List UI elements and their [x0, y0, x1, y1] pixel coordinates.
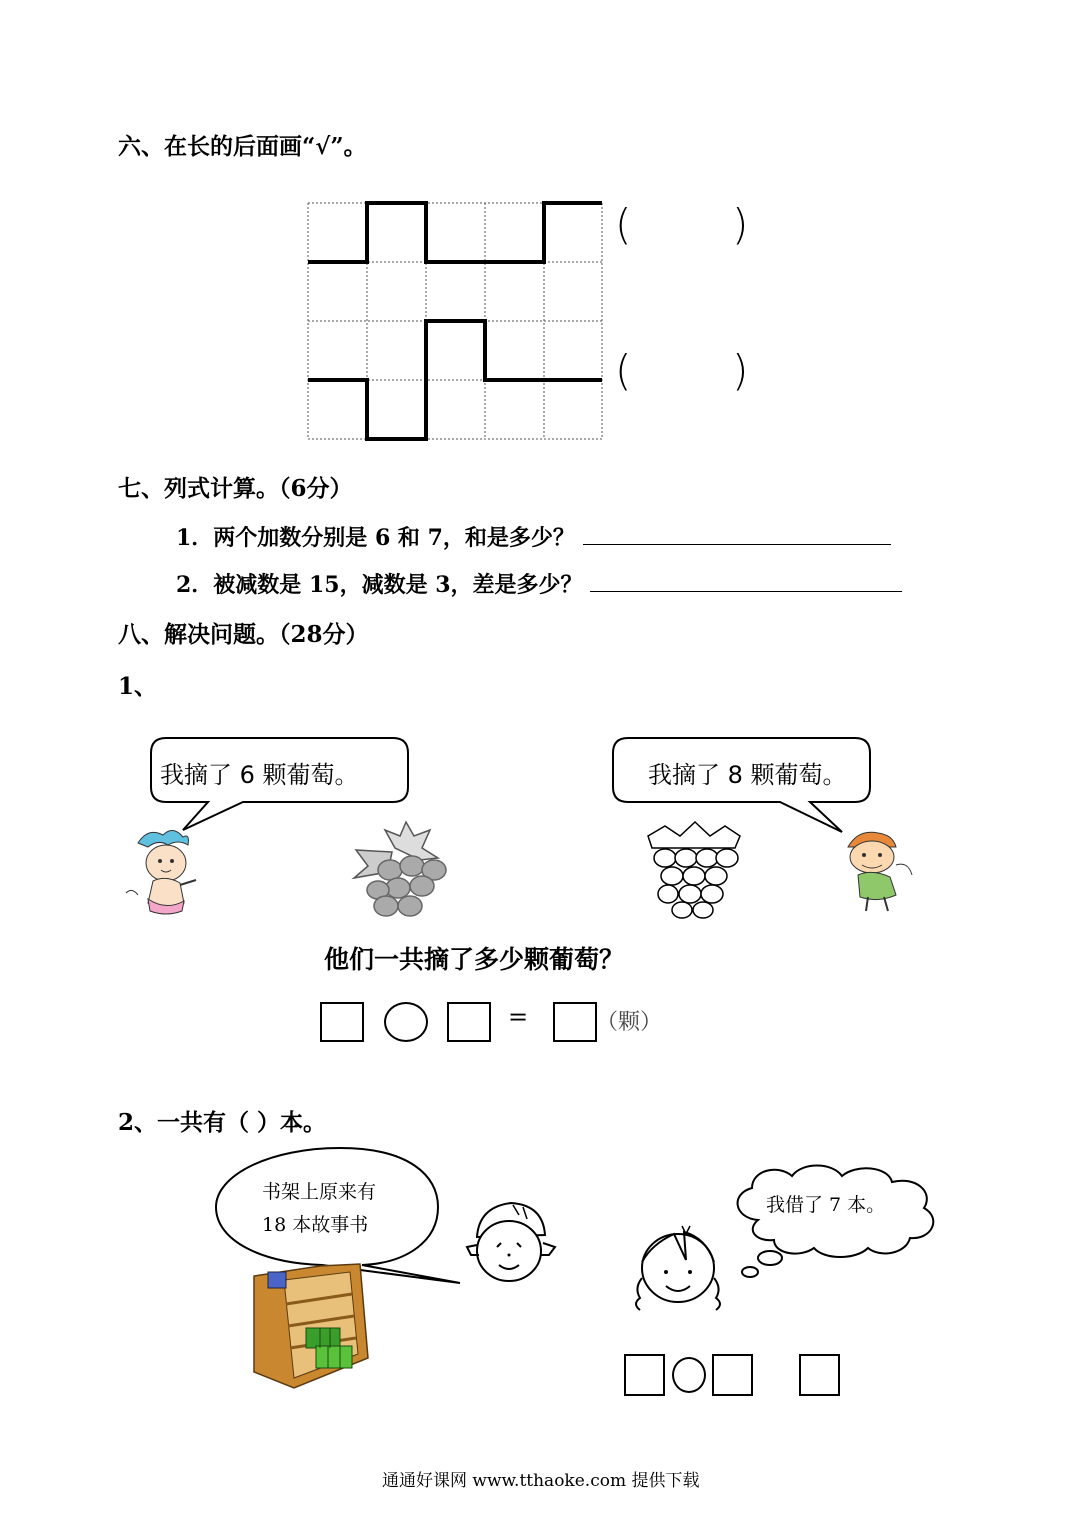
- answer-paren-open-2: (: [615, 346, 632, 395]
- cartoon-boy-icon: [838, 825, 918, 915]
- oval-bubble-line-2: 18 本故事书: [262, 1214, 369, 1236]
- problem2-box-1[interactable]: [624, 1354, 665, 1396]
- question-1: [176, 521, 891, 552]
- equation-box-2[interactable]: [447, 1002, 491, 1042]
- upper-line-path: [308, 203, 602, 262]
- answer-paren-close-2: ): [732, 346, 749, 395]
- boy-face-icon: [463, 1195, 563, 1287]
- oval-bubble-line-1: 书架上原来有: [262, 1181, 377, 1203]
- gray-grapes-icon: [350, 820, 460, 925]
- footer-text: 通通好课网 www.tthaoke.com 提供下载: [382, 1471, 700, 1491]
- speech-bubble-left-text: 我摘了 6 颗葡萄。: [160, 761, 359, 789]
- equation-box-answer[interactable]: [553, 1002, 597, 1042]
- answer-paren-close-1: ): [732, 200, 749, 249]
- thought-cloud-text: 我借了 7 本。: [766, 1194, 886, 1216]
- problem2-operator-circle[interactable]: [672, 1357, 706, 1393]
- question-1-text: 1．两个加数分别是 6 和 7，和是多少？: [176, 525, 575, 551]
- section7-title: 七、列式计算。（6分）: [118, 475, 353, 502]
- answer-blank-2[interactable]: [590, 571, 902, 592]
- answer-blank-1[interactable]: [583, 524, 891, 545]
- girl-face-icon: [628, 1218, 728, 1318]
- problem2-title: 2、一共有（ ）本。: [118, 1109, 327, 1136]
- grid-figure: [300, 195, 610, 445]
- cartoon-girl-icon: [118, 825, 198, 920]
- problem1-number: 1、: [118, 673, 158, 700]
- equation-box-1[interactable]: [320, 1002, 364, 1042]
- speech-bubble-right-text: 我摘了 8 颗葡萄。: [648, 761, 847, 789]
- white-grapes-icon: [640, 818, 750, 923]
- section6-title: 六、在长的后面画“√”。: [118, 133, 367, 160]
- problem1-question: 他们一共摘了多少颗葡萄？: [324, 945, 625, 974]
- section8-title: 八、解决问题。（28分）: [118, 621, 369, 648]
- problem2-box-answer[interactable]: [799, 1354, 840, 1396]
- equals-sign: =: [508, 1003, 529, 1031]
- thought-cloud: [720, 1160, 950, 1285]
- question-2: [176, 568, 902, 599]
- unit-label: （颗）: [596, 1010, 663, 1035]
- lower-line-path: [308, 321, 602, 439]
- operator-circle-1[interactable]: [384, 1002, 428, 1042]
- answer-paren-open-1: (: [615, 200, 632, 249]
- bookshelf-icon: [250, 1262, 372, 1392]
- question-2-text: 2．被减数是 15，减数是 3，差是多少？: [176, 572, 583, 598]
- problem2-box-2[interactable]: [712, 1354, 753, 1396]
